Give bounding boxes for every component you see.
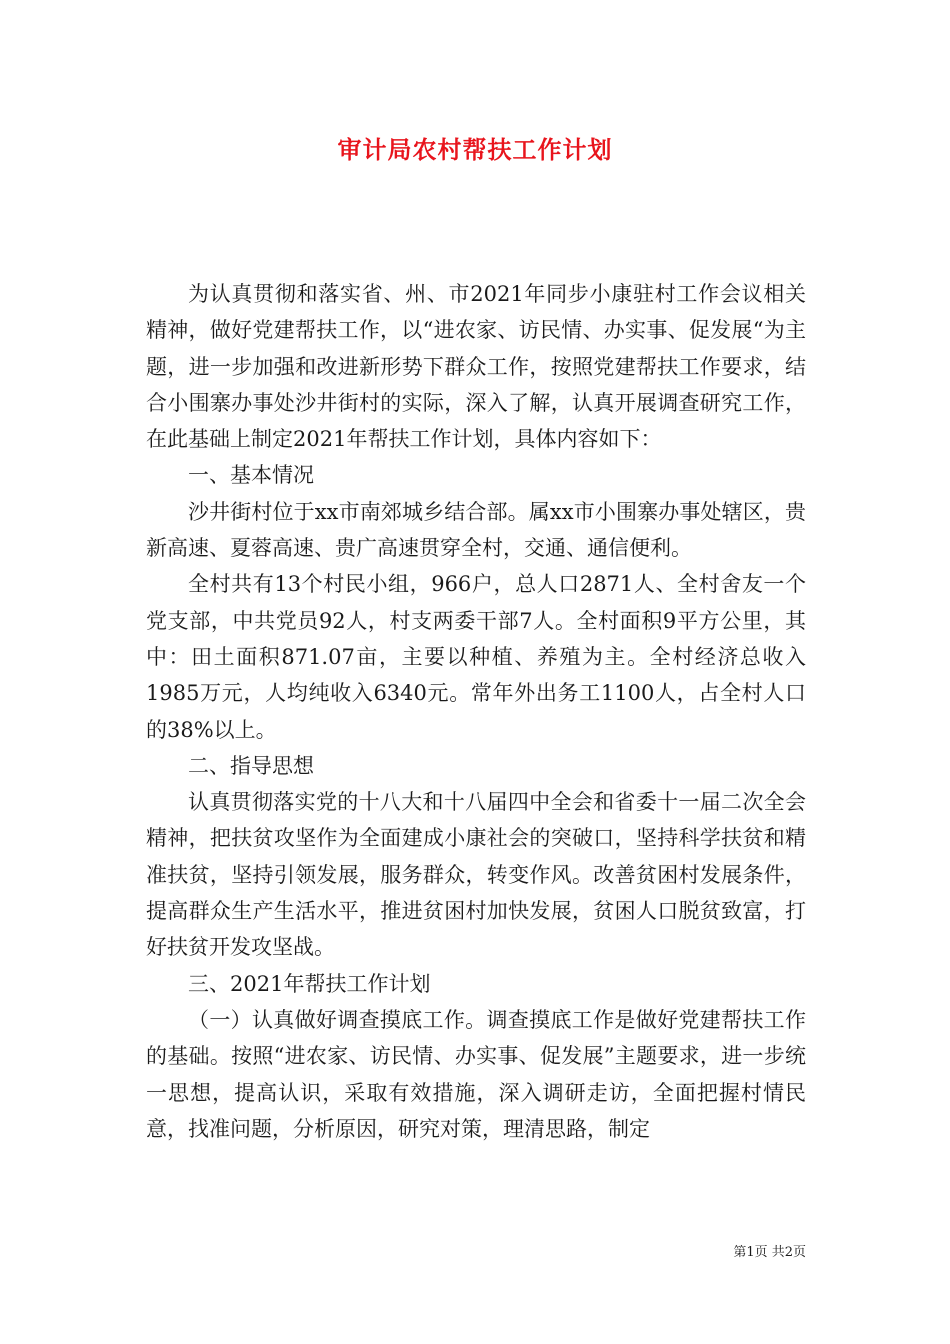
section-heading-guiding-ideology: 二、指导思想 [188, 753, 314, 778]
paragraph-location: 沙井街村位于xx市南郊城乡结合部。属xx市小围寨办事处辖区，贵新高速、夏蓉高速、贵广高速贯穿全村，交通、通信便利。 [146, 499, 806, 561]
document-body [146, 276, 806, 1147]
document-title: 审计局农村帮扶工作计划 [337, 135, 613, 164]
section-heading-basic-info: 一、基本情况 [188, 463, 314, 488]
paragraph-population: 全村共有13个村民小组，966户，总人口2871人、全村舍友一个党支部，中共党员92人，村支两委干部7人。全村面积9平方公里，其中：田土面积871.07亩，主要以种植、养殖为主。全村经济总收入1985万元，人均纯收入6340元。常年外出务工1100人，占全村人口的38%以上。 [146, 572, 806, 742]
paragraph-intro: 为认真贯彻和落实省、州、市2021年同步小康驻村工作会议相关精神，做好党建帮扶工作，以“进农家、访民情、办实事、促发展“为主题，进一步加强和改进新形势下群众工作，按照党建帮扶工作要求，结合小围寨办事处沙井街村的实际，深入了解，认真开展调查研究工作，在此基础上制定2021年帮扶工作计划，具体内容如下： [146, 282, 806, 452]
paragraph-guiding-ideology: 认真贯彻落实党的十八大和十八届四中全会和省委十一届二次全会精神，把扶贫攻坚作为全面建成小康社会的突破口，坚持科学扶贫和精准扶贫，坚持引领发展，服务群众，转变作风。改善贫困村发展条件，提高群众生产生活水平，推进贫困村加快发展，贫困人口脱贫致富，打好扶贫开发攻坚战。 [146, 790, 806, 960]
page-number-footer: 第1页 共2页 [733, 1245, 806, 1260]
section-heading-work-plan: 三、2021年帮扶工作计划 [188, 971, 431, 996]
paragraph-survey-work: （一）认真做好调查摸底工作。调查摸底工作是做好党建帮扶工作的基础。按照“进农家、访民情、办实事、促发展”主题要求，进一步统一思想，提高认识，采取有效措施，深入调研走访，全面把握村情民意，找准问题，分析原因，研究对策，理清思路，制定 [146, 1007, 806, 1141]
